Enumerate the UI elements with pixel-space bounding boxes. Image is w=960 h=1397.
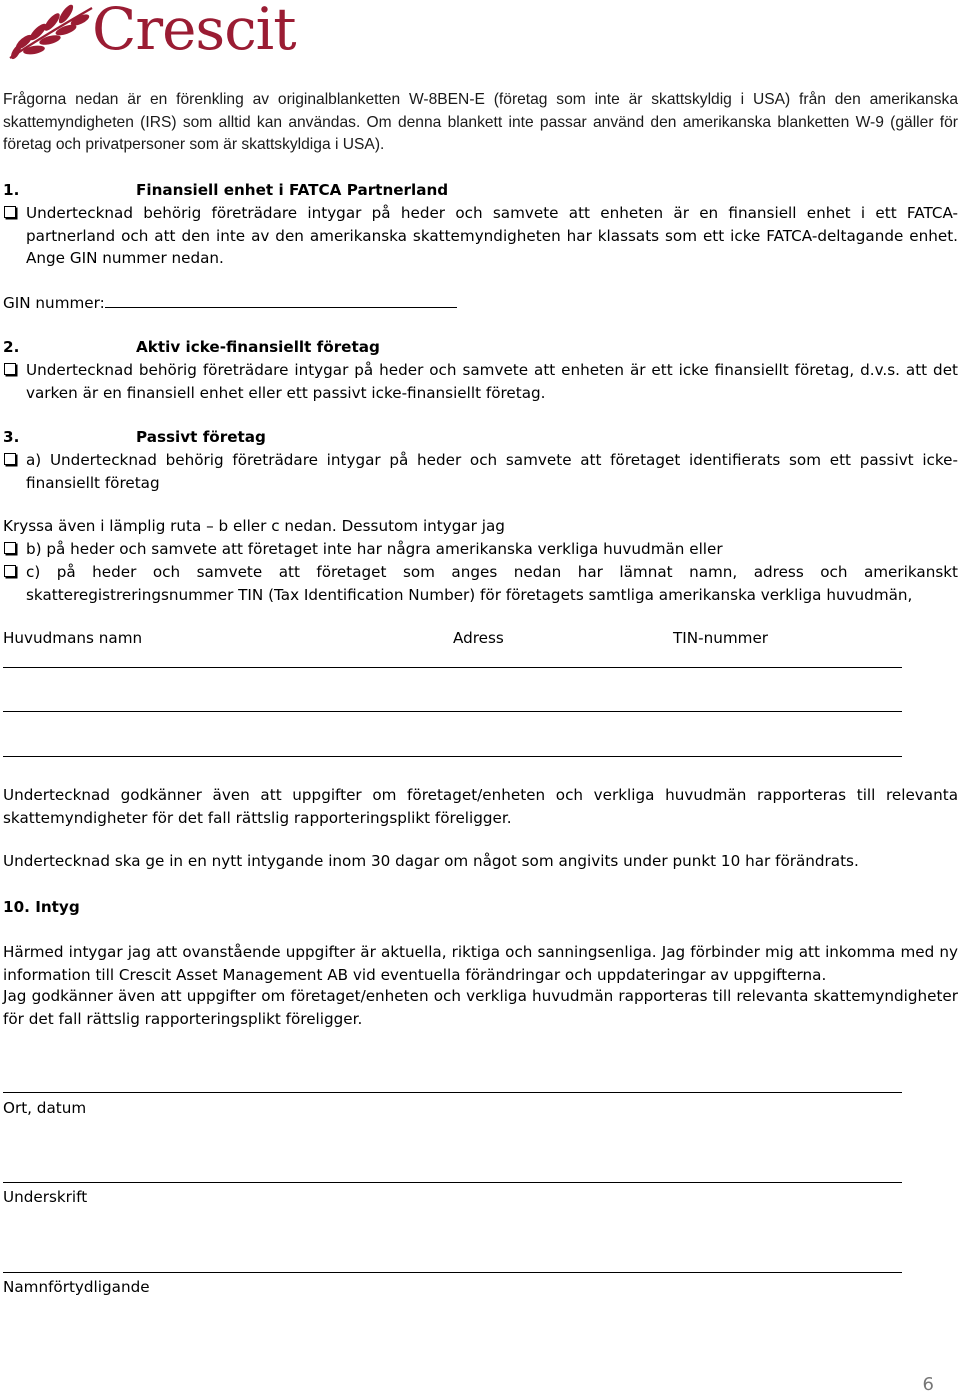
column-owner-name: Huvudmans namn bbox=[3, 629, 143, 647]
section-10-title: 10. Intyg bbox=[3, 898, 80, 916]
intro-paragraph: Frågorna nedan är en förenkling av originalblanketten W-8BEN-E (företag som inte är skattskyldig i USA) från den amerikanska skattemyndigheten (IRS) som alltid kan användas. Om denna blankett inte passar använd den amerikanska blanketten W-9 (gäller för företag och privatpersoner som är skattskyldiga i USA). bbox=[3, 91, 958, 153]
section-2-title: Aktiv icke-finansiellt företag bbox=[136, 338, 380, 356]
section-3b-text: b) på heder och samvete att företaget inte har några amerikanska verkliga huvudmän eller bbox=[26, 540, 723, 558]
gin-field[interactable] bbox=[3, 292, 457, 315]
section-3b-checkbox[interactable] bbox=[4, 542, 16, 554]
section-3a-checkbox[interactable] bbox=[4, 453, 16, 465]
section-3-number: 3. bbox=[3, 428, 20, 446]
column-tin: TIN-nummer bbox=[673, 629, 769, 647]
column-address: Adress bbox=[453, 629, 504, 647]
logo-wordmark: Crescit bbox=[92, 0, 296, 63]
section-1-checkbox[interactable] bbox=[4, 206, 16, 218]
place-date-label: Ort, datum bbox=[3, 1099, 87, 1117]
section-3a-text: a) Undertecknad behörig företrädare intygar på heder och samvete att företaget identifierats som ett passivt icke-finansiellt företag bbox=[26, 451, 958, 492]
notice-paragraph: Undertecknad ska ge in en nytt intygande inom 30 dagar om något som angivits under punkt 10 har förändrats. bbox=[3, 852, 859, 870]
section-2-checkbox-text: Undertecknad behörig företrädare intygar på heder och samvete att enheten är ett icke finansiellt företag, d.v.s. att det varken är en finansiell enhet eller ett passivt icke-finansiellt företag. bbox=[26, 361, 958, 402]
signature-line[interactable] bbox=[3, 1182, 902, 1183]
owner-row-3-line[interactable] bbox=[3, 756, 902, 757]
company-logo bbox=[4, 0, 304, 64]
gin-input-line[interactable] bbox=[105, 293, 457, 308]
section-1-checkbox-text: Undertecknad behörig företrädare intygar på heder och samvete att enheten är en finansiell enhet i ett FATCA-partnerland och att den inte av den amerikanska skattemyndigheten har klassats som ett icke FATCA-deltagande enhet. Ange GIN nummer nedan. bbox=[26, 204, 958, 267]
section-1-title: Finansiell enhet i FATCA Partnerland bbox=[136, 181, 449, 199]
owner-row-1-line[interactable] bbox=[3, 667, 902, 668]
section-10-paragraph-2: Jag godkänner även att uppgifter om företaget/enheten och verkliga huvudmän rapporteras till relevanta skattemyndigheter för det fall rättslig rapporteringsplikt föreligger. bbox=[3, 987, 958, 1028]
section-10-paragraph-1: Härmed intygar jag att ovanstående uppgifter är aktuella, riktiga och sanningsenliga. Jag förbinder mig att inkomma med ny information till Crescit Asset Management AB vid eventuella förändringar och uppdateringar av uppgifterna. bbox=[3, 943, 958, 984]
owner-row-2-line[interactable] bbox=[3, 711, 902, 712]
section-3-title: Passivt företag bbox=[136, 428, 266, 446]
laurel-leaf-icon bbox=[4, 2, 96, 62]
section-3c-checkbox[interactable] bbox=[4, 565, 16, 577]
section-1-number: 1. bbox=[3, 181, 20, 199]
place-date-line[interactable] bbox=[3, 1092, 902, 1093]
signature-label: Underskrift bbox=[3, 1188, 88, 1206]
section-2-number: 2. bbox=[3, 338, 20, 356]
name-clarification-line[interactable] bbox=[3, 1272, 902, 1273]
gin-label: GIN nummer: bbox=[3, 294, 105, 312]
section-3-instruction: Kryssa även i lämplig ruta – b eller c nedan. Dessutom intygar jag bbox=[3, 517, 505, 535]
name-clarification-label: Namnförtydligande bbox=[3, 1278, 150, 1296]
page-number: 6 bbox=[922, 1374, 934, 1395]
section-2-checkbox[interactable] bbox=[4, 363, 16, 375]
consent-paragraph: Undertecknad godkänner även att uppgifter om företaget/enheten och verkliga huvudmän rapporteras till relevanta skattemyndigheter för det fall rättslig rapporteringsplikt föreligger. bbox=[3, 786, 958, 827]
section-3c-text: c) på heder och samvete att företaget som anges nedan har lämnat namn, adress och amerikanskt skatteregistreringsnummer TIN (Tax Identification Number) för företagets samtliga amerikanska verkliga huvudmän, bbox=[26, 563, 958, 604]
